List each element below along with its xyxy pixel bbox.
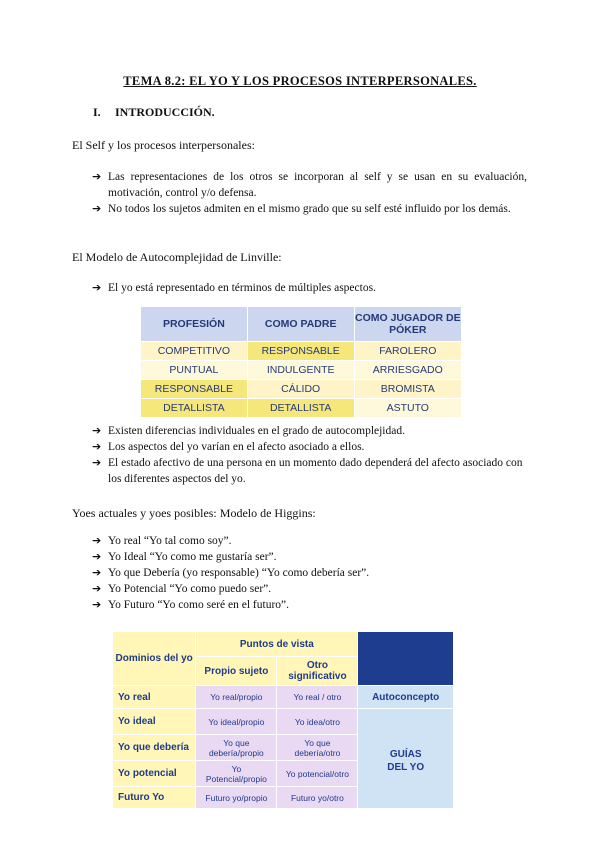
table-row <box>113 709 454 735</box>
section-number: I. <box>93 105 101 119</box>
list-item: ➔ Yo Ideal “Yo como me gustaría ser”. <box>92 550 277 563</box>
column-header: PROFESIÓN <box>141 307 248 342</box>
arrow-icon: ➔ <box>92 440 102 453</box>
self-bullet-list <box>92 169 527 217</box>
list-item: ➔ El estado afectivo de una persona en un momento dado dependerá del afecto asociado con los diferentes aspectos del yo. <box>92 456 523 485</box>
table-cell: COMPETITIVO <box>141 342 248 361</box>
list-item: ➔ Yo Potencial “Yo como puedo ser”. <box>92 582 272 595</box>
arrow-icon: ➔ <box>92 281 102 294</box>
linville-bullet-list <box>92 280 527 296</box>
autoconcepto-cell: Autoconcepto <box>358 686 454 709</box>
arrow-icon: ➔ <box>92 170 102 183</box>
table-cell: Yo real/propio <box>196 686 277 709</box>
arrow-icon: ➔ <box>92 424 102 437</box>
arrow-icon: ➔ <box>92 456 102 469</box>
table-header-row <box>113 632 454 657</box>
column-header: COMO PADRE <box>247 307 354 342</box>
section-label: INTRODUCCIÓN. <box>115 105 215 119</box>
row-header: Yo potencial <box>113 761 196 787</box>
table-row <box>141 380 462 399</box>
table-row <box>113 686 454 709</box>
higgins-bullet-list <box>92 533 527 613</box>
linville-heading: El Modelo de Autocomplejidad de Linville: <box>72 250 282 264</box>
table-cell: Yo idea/otro <box>277 709 358 735</box>
arrow-icon: ➔ <box>92 202 102 215</box>
row-header: Yo real <box>113 686 196 709</box>
table-header-row <box>141 307 462 342</box>
self-heading: El Self y los procesos interpersonales: <box>72 138 255 152</box>
list-item: ➔ Existen diferencias individuales en el grado de autocomplejidad. <box>92 424 405 437</box>
column-header: Propio sujeto <box>196 657 277 686</box>
table-cell: INDULGENTE <box>247 361 354 380</box>
list-item: ➔ Yo Futuro “Yo como seré en el futuro”. <box>92 598 290 611</box>
arrow-icon: ➔ <box>92 566 102 579</box>
table-cell: FAROLERO <box>354 342 461 361</box>
arrow-icon: ➔ <box>92 598 102 611</box>
table-cell: Yo ideal/propio <box>196 709 277 735</box>
table-cell: PUNTUAL <box>141 361 248 380</box>
table-cell: Yo Potencial/propio <box>196 761 277 787</box>
table-cell: Yo potencial/otro <box>277 761 358 787</box>
higgins-table <box>112 631 454 809</box>
arrow-icon: ➔ <box>92 534 102 547</box>
page-title: TEMA 8.2: EL YO Y LOS PROCESOS INTERPERSONALES. <box>123 74 477 88</box>
arrow-icon: ➔ <box>92 582 102 595</box>
list-item: ➔ Los aspectos del yo varían en el afecto asociado a ellos. <box>92 440 365 453</box>
column-header: COMO JUGADOR DE PÓKER <box>354 307 461 342</box>
table-cell: Yo que debería/otro <box>277 735 358 761</box>
table-row <box>141 342 462 361</box>
list-item: ➔ Yo que Debería (yo responsable) “Yo como debería ser”. <box>92 566 370 579</box>
list-item: ➔ Yo real “Yo tal como soy”. <box>92 534 232 547</box>
group-header: Puntos de vista <box>196 632 358 657</box>
table-cell: DETALLISTA <box>247 399 354 418</box>
section-heading <box>93 105 215 120</box>
higgins-heading: Yoes actuales y yoes posibles: Modelo de Higgins: <box>72 506 316 520</box>
table-cell: DETALLISTA <box>141 399 248 418</box>
table-cell: RESPONSABLE <box>141 380 248 399</box>
table-cell: Futuro yo/otro <box>277 787 358 809</box>
table-row <box>141 361 462 380</box>
table-row <box>141 399 462 418</box>
row-header: Futuro Yo <box>113 787 196 809</box>
arrow-icon: ➔ <box>92 550 102 563</box>
table-cell: BROMISTA <box>354 380 461 399</box>
row-header: Yo que debería <box>113 735 196 761</box>
header-filler <box>358 632 454 686</box>
table-cell: CÁLIDO <box>247 380 354 399</box>
table-cell: ARRIESGADO <box>354 361 461 380</box>
table-cell: Yo que debería/propio <box>196 735 277 761</box>
table-cell: RESPONSABLE <box>247 342 354 361</box>
corner-header: Dominios del yo <box>113 632 196 686</box>
linville-bullets-after <box>92 423 527 487</box>
table-cell: Futuro yo/propio <box>196 787 277 809</box>
list-item: ➔ No todos los sujetos admiten en el mismo grado que su self esté influido por los demás. <box>92 202 511 215</box>
row-header: Yo ideal <box>113 709 196 735</box>
table-cell: Yo real / otro <box>277 686 358 709</box>
guias-cell: GUÍAS DEL YO <box>358 709 454 809</box>
column-header: Otro significativo <box>277 657 358 686</box>
list-item: ➔ El yo está representado en términos de múltiples aspectos. <box>92 281 376 294</box>
linville-table <box>140 306 462 418</box>
list-item: ➔ Las representaciones de los otros se incorporan al self y se usan en su evaluación, motivación, control y/o defensa. <box>92 170 527 199</box>
table-cell: ASTUTO <box>354 399 461 418</box>
